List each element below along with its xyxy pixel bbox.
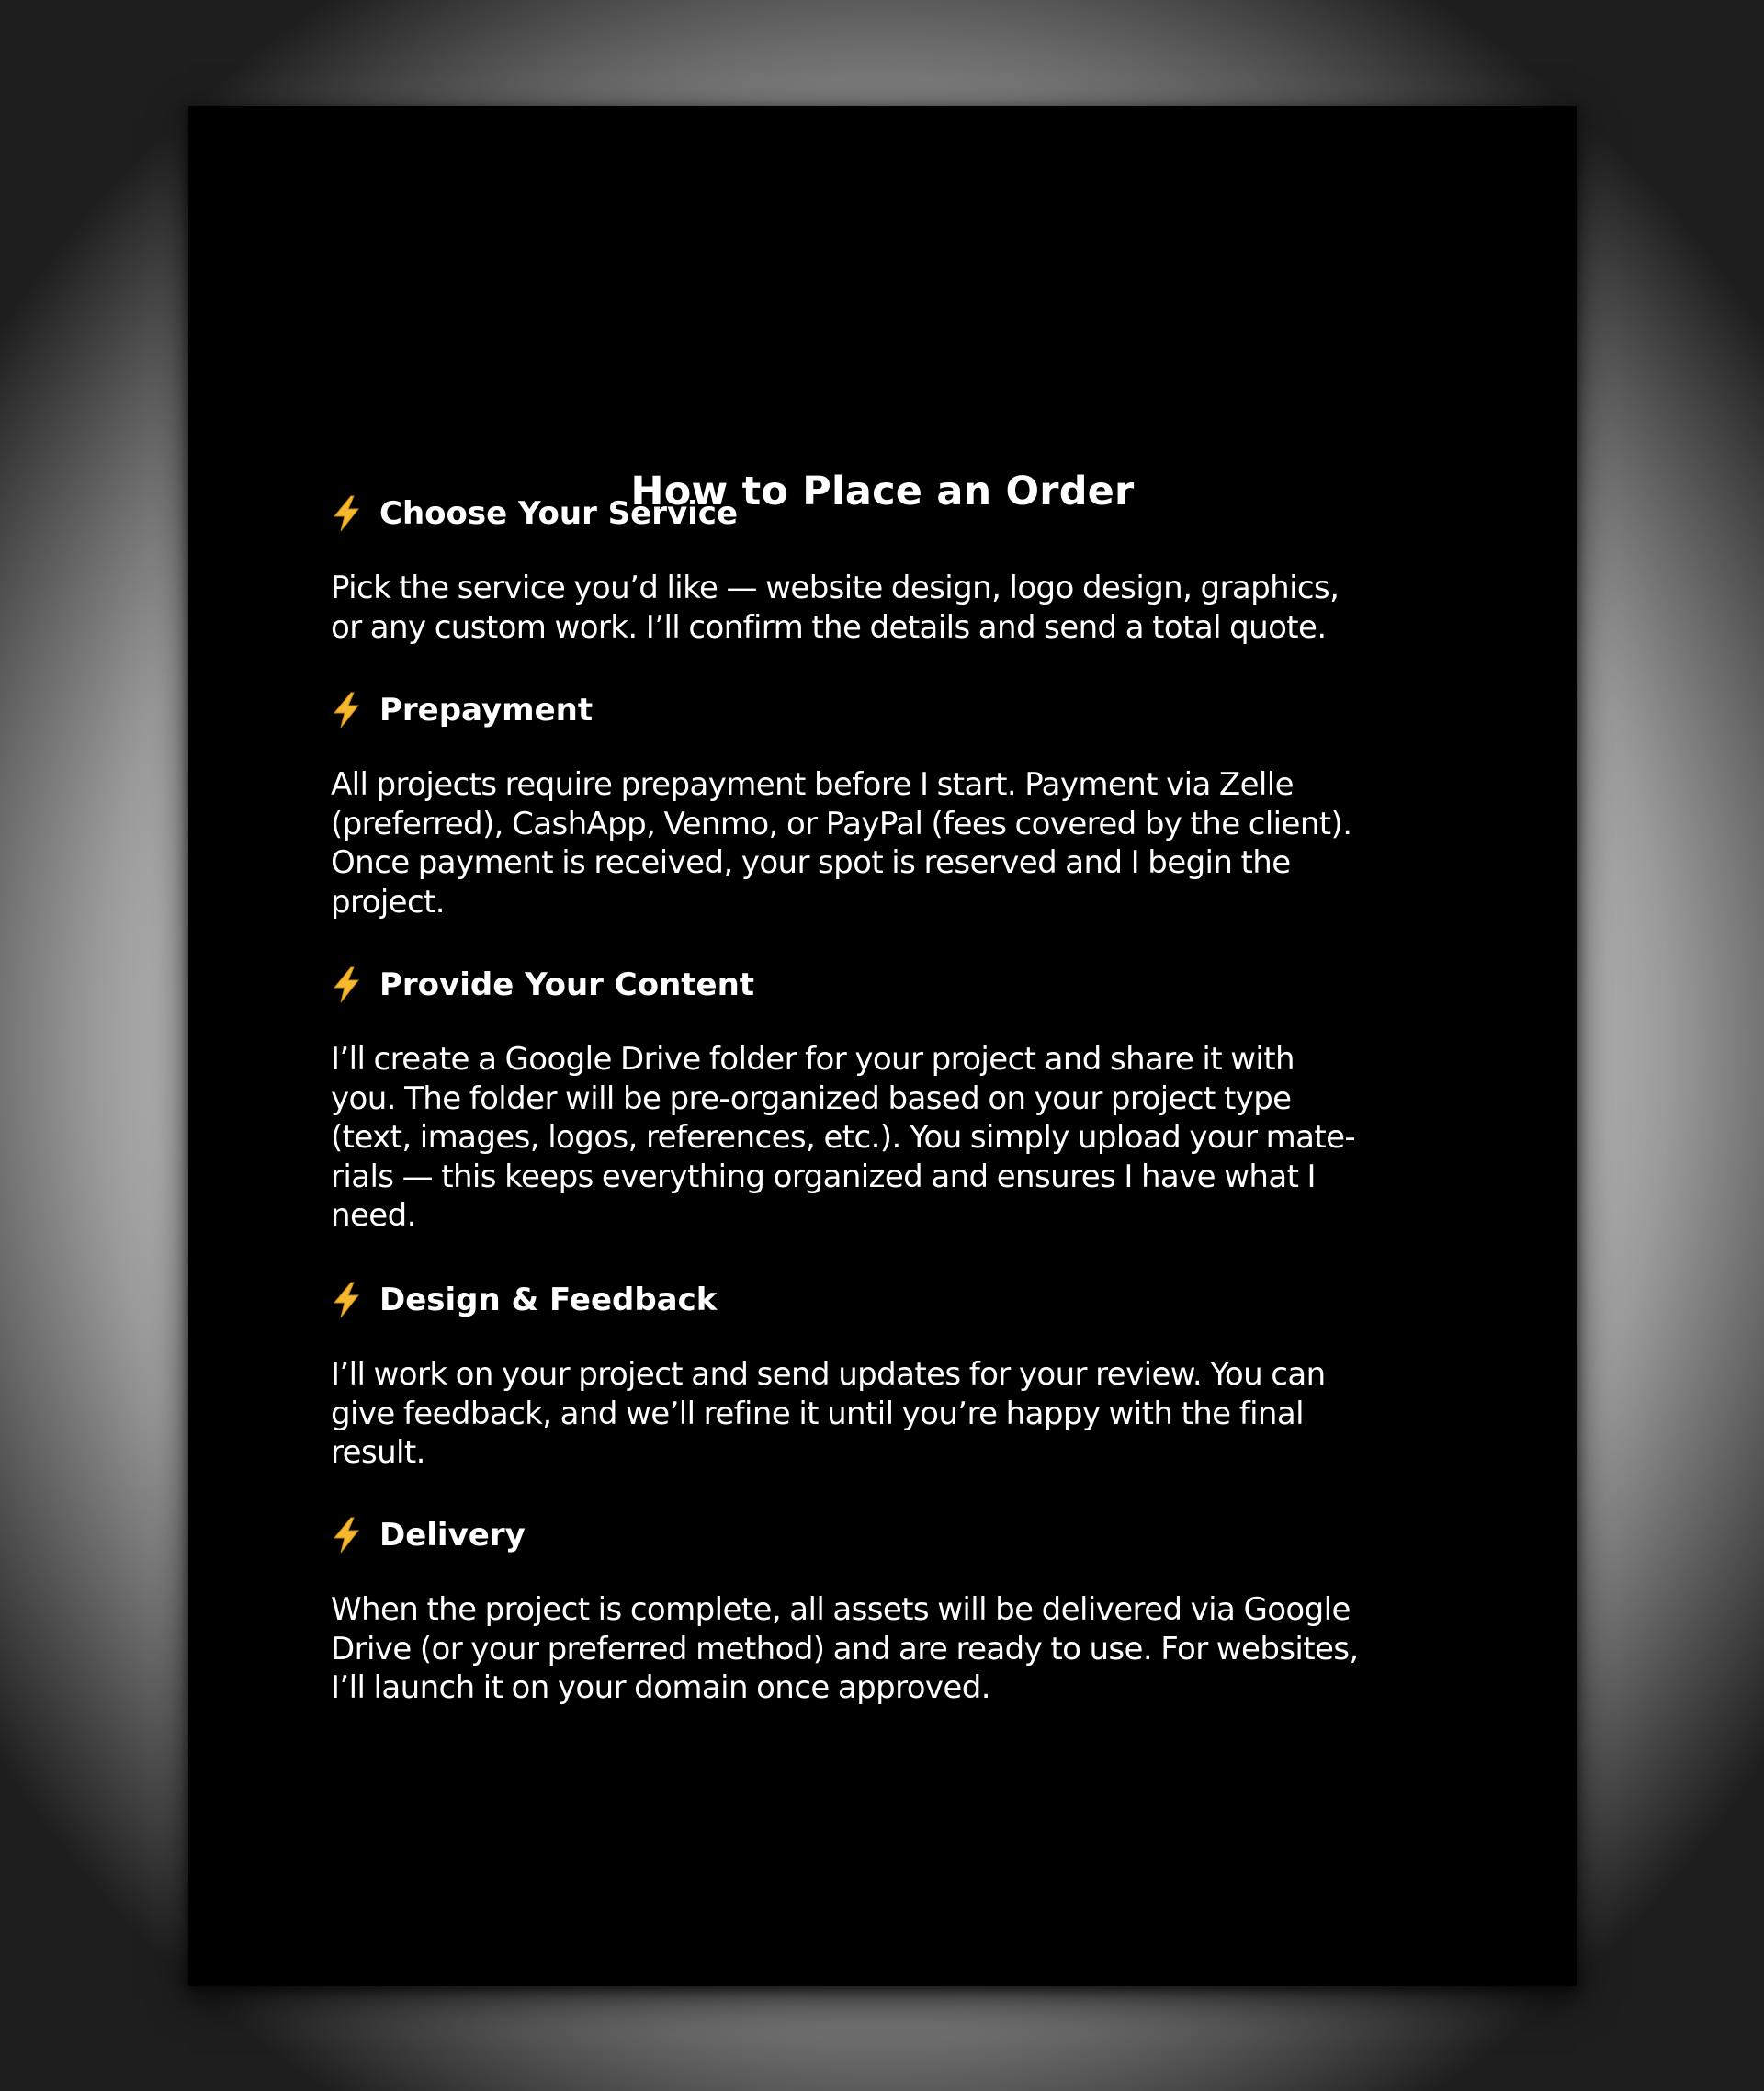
paragraph-line: (text, images, logos, references, etc.). You simply upload your mate- (331, 1119, 1356, 1157)
section-choose-service (331, 492, 1461, 647)
section-paragraph (331, 1040, 1461, 1236)
document-page (188, 106, 1577, 1986)
paragraph-line: I’ll work on your project and send updates for your review. You can (331, 1356, 1326, 1393)
lightning-bolt-icon (331, 966, 362, 1003)
paragraph-line: project. (331, 883, 446, 921)
paragraph-line: When the project is complete, all assets will be delivered via Google (331, 1591, 1351, 1628)
section-paragraph (331, 569, 1461, 647)
paragraph-line: result. (331, 1434, 425, 1472)
section-heading-text: Choose Your Service (379, 495, 739, 532)
lightning-bolt-icon (331, 1517, 362, 1554)
paragraph-line: need. (331, 1197, 416, 1235)
paragraph-line: (preferred), CashApp, Venmo, or PayPal (fees covered by the client). (331, 805, 1352, 842)
section-paragraph (331, 1590, 1461, 1708)
paragraph-line: I’ll create a Google Drive folder for your project and share it with (331, 1041, 1295, 1078)
section-heading (331, 963, 1461, 1007)
section-heading-text: Prepayment (379, 692, 594, 729)
paragraph-line: or any custom work. I’ll confirm the details and send a total quote. (331, 608, 1327, 646)
paragraph-line: I’ll launch it on your domain once approved. (331, 1669, 990, 1707)
paragraph-line: you. The folder will be pre-organized based on your project type (331, 1079, 1292, 1117)
page-title: How to Place an Order (630, 469, 1135, 514)
lightning-bolt-icon (331, 495, 362, 532)
paragraph-line: All projects require prepayment before I start. Payment via Zelle (331, 766, 1294, 803)
section-provide-content (331, 963, 1461, 1236)
section-design-feedback (331, 1278, 1461, 1473)
lightning-bolt-icon (331, 1282, 362, 1318)
section-heading-text: Design & Feedback (379, 1282, 718, 1318)
section-heading-text: Provide Your Content (379, 966, 755, 1003)
paragraph-line: Drive (or your preferred method) and are ready to use. For websites, (331, 1630, 1359, 1667)
section-heading-text: Delivery (379, 1517, 526, 1554)
section-delivery (331, 1513, 1461, 1708)
paragraph-line: rials — this keeps everything organized and ensures I have what I (331, 1158, 1316, 1195)
section-paragraph (331, 765, 1461, 921)
section-prepayment (331, 688, 1461, 921)
paragraph-line: give feedback, and we’ll refine it until you’re happy with the final (331, 1395, 1304, 1432)
paragraph-line: Once payment is received, your spot is reserved and I begin the (331, 844, 1291, 882)
section-heading (331, 688, 1461, 732)
section-heading (331, 1513, 1461, 1557)
lightning-bolt-icon (331, 692, 362, 729)
section-heading (331, 492, 1461, 536)
paragraph-line: Pick the service you’d like — website design, logo design, graphics, (331, 570, 1340, 606)
section-heading (331, 1278, 1461, 1322)
section-paragraph (331, 1355, 1461, 1473)
